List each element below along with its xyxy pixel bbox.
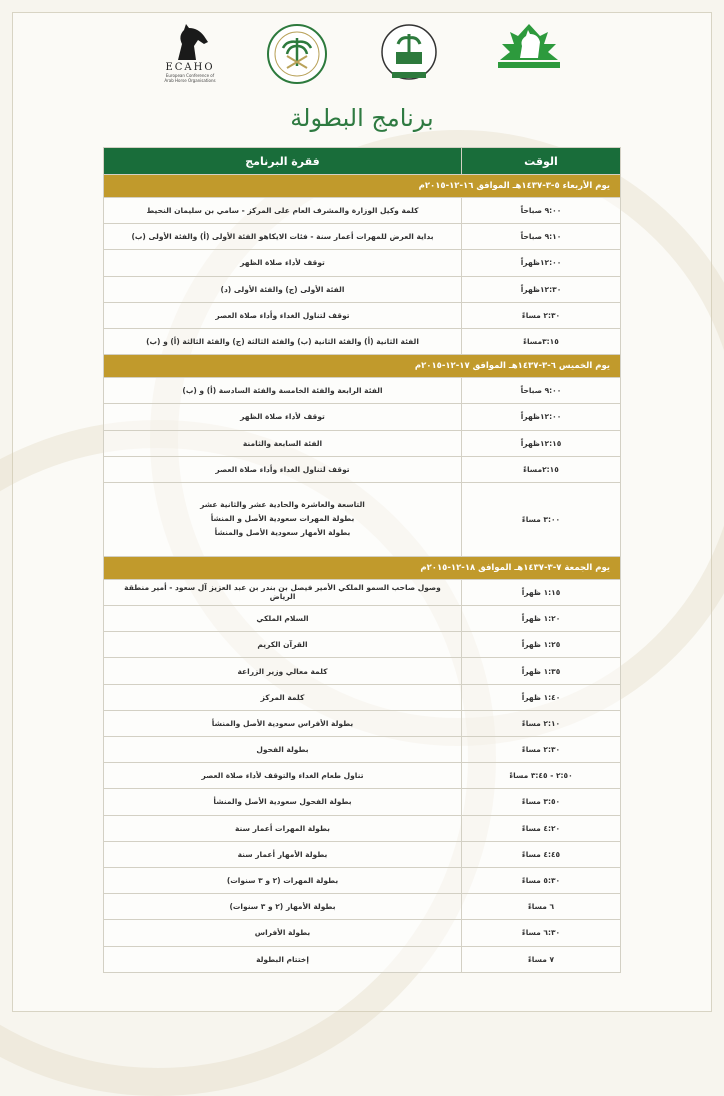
item-cell: بطولة المهرات (٢ و ٣ سنوات) bbox=[104, 867, 462, 893]
table-row bbox=[104, 867, 621, 893]
table-row bbox=[104, 302, 621, 328]
palm-seal-icon bbox=[265, 22, 329, 86]
item-cell: الفئة الرابعة والفئة الخامسة والفئة السادسة (أ) و (ب) bbox=[104, 378, 462, 404]
day-title: يوم الجمعة ٧-٣-١٤٣٧هـ الموافق ١٨-١٢-٢٠١٥م bbox=[104, 556, 621, 579]
item-cell: بطولة الفحول سعودية الأصل والمنشأ bbox=[104, 789, 462, 815]
item-cell: بطولة الأمهار (٢ و ٣ سنوات) bbox=[104, 894, 462, 920]
item-cell: بطولة الأفراس سعودية الأصل والمنشأ bbox=[104, 710, 462, 736]
time-cell: ٢:٣٠ مساءً bbox=[462, 302, 621, 328]
table-row bbox=[104, 710, 621, 736]
time-cell: ٥:٣٠ مساءً bbox=[462, 867, 621, 893]
time-cell: ٦ مساءً bbox=[462, 894, 621, 920]
time-cell: ٢:٣٠ مساءً bbox=[462, 737, 621, 763]
logo-bar bbox=[150, 22, 580, 94]
ministry-seal-logo bbox=[265, 22, 329, 92]
item-cell: الفئة الأولى (ج) والفئة الأولى (د) bbox=[104, 276, 462, 302]
time-cell: ٢:١٠ مساءً bbox=[462, 710, 621, 736]
table-row bbox=[104, 737, 621, 763]
time-cell: ٣:١٥مساءً bbox=[462, 328, 621, 354]
item-cell: توقف لأداء صلاة الظهر bbox=[104, 250, 462, 276]
table-row bbox=[104, 763, 621, 789]
table-row bbox=[104, 198, 621, 224]
time-cell: ٣:٠٠ مساءً bbox=[462, 482, 621, 556]
table-row bbox=[104, 378, 621, 404]
table-row bbox=[104, 632, 621, 658]
item-cell: توقف لأداء صلاة الظهر bbox=[104, 404, 462, 430]
item-line: بطولة المهرات سعودية الأصل و المنشأ bbox=[210, 514, 355, 524]
item-cell: توقف لتناول الغداء وأداء صلاة العصر bbox=[104, 456, 462, 482]
item-cell: تناول طعام الغداء والتوقف لأداء صلاة العصر bbox=[104, 763, 462, 789]
table-row bbox=[104, 276, 621, 302]
time-cell: ٩:٠٠ صباحاً bbox=[462, 378, 621, 404]
time-cell: ٤:٢٠ مساءً bbox=[462, 815, 621, 841]
item-cell: إختتام البطولة bbox=[104, 946, 462, 972]
table-row bbox=[104, 456, 621, 482]
day-header-row bbox=[104, 355, 621, 378]
time-cell: ٢:٥٠ - ٣:٤٥ مساءً bbox=[462, 763, 621, 789]
item-cell: توقف لتناول الغداء وأداء صلاة العصر bbox=[104, 302, 462, 328]
time-cell: ٩:١٠ صباحاً bbox=[462, 224, 621, 250]
time-cell: ٦:٣٠ مساءً bbox=[462, 920, 621, 946]
center-seal-logo bbox=[378, 22, 440, 92]
item-cell: القرآن الكريم bbox=[104, 632, 462, 658]
time-cell: ١٢:٠٠ظهراً bbox=[462, 250, 621, 276]
item-cell: كلمة معالي وزير الزراعة bbox=[104, 658, 462, 684]
item-cell: السلام الملكي bbox=[104, 606, 462, 632]
item-cell: بطولة الأمهار أعمار سنة bbox=[104, 841, 462, 867]
time-cell: ٧ مساءً bbox=[462, 946, 621, 972]
ecaho-logo bbox=[155, 22, 225, 92]
day-title: يوم الأربعاء ٥-٣-١٤٣٧هـ الموافق ١٦-١٢-٢٠١٥م bbox=[104, 175, 621, 198]
time-cell: ١:٣٥ ظهراً bbox=[462, 658, 621, 684]
item-line: التاسعة والعاشرة والحادية عشر والثانية عشر bbox=[200, 500, 365, 510]
item-cell: وصول صاحب السمو الملكي الأمير فيصل بن بندر بن عبد العزيز آل سعود - أمير منطقة الرياض bbox=[104, 579, 462, 605]
table-row bbox=[104, 946, 621, 972]
item-cell: بداية العرض للمهرات أعمار سنة - فئات الايكاهو الفئة الأولى (أ) والفئة الأولى (ب) bbox=[104, 224, 462, 250]
ecaho-subtitle: European Conference of bbox=[165, 73, 215, 78]
table-row bbox=[104, 404, 621, 430]
table-row bbox=[104, 579, 621, 605]
horse-icon bbox=[490, 22, 568, 72]
column-header-item: فقرة البرنامج bbox=[104, 148, 462, 175]
time-cell: ١٢:١٥ظهراً bbox=[462, 430, 621, 456]
page-title: برنامج البطولة bbox=[290, 104, 434, 132]
table-row bbox=[104, 920, 621, 946]
item-cell: كلمة وكيل الوزارة والمشرف العام على المركز - سامي بن سليمان النحيط bbox=[104, 198, 462, 224]
item-cell: بطولة المهرات أعمار سنة bbox=[104, 815, 462, 841]
time-cell: ١:١٥ ظهراً bbox=[462, 579, 621, 605]
item-cell bbox=[104, 482, 462, 556]
program-table bbox=[103, 147, 621, 973]
time-cell: ٣:٥٠ مساءً bbox=[462, 789, 621, 815]
table-row bbox=[104, 841, 621, 867]
time-cell: ١٢:٣٠ظهراً bbox=[462, 276, 621, 302]
table-row bbox=[104, 430, 621, 456]
time-cell: ١:٢٠ ظهراً bbox=[462, 606, 621, 632]
table-row bbox=[104, 815, 621, 841]
day-header-row bbox=[104, 556, 621, 579]
table-row bbox=[104, 606, 621, 632]
table-row bbox=[104, 224, 621, 250]
item-cell: كلمة المركز bbox=[104, 684, 462, 710]
table-row bbox=[104, 658, 621, 684]
item-cell: الفئة السابعة والثامنة bbox=[104, 430, 462, 456]
item-cell: بطولة الفحول bbox=[104, 737, 462, 763]
horse-head-icon bbox=[168, 22, 212, 62]
table-row bbox=[104, 482, 621, 556]
time-cell: ١:٤٠ ظهراً bbox=[462, 684, 621, 710]
time-cell: ١٢:٠٠ظهراً bbox=[462, 404, 621, 430]
table-row bbox=[104, 328, 621, 354]
time-cell: ٤:٤٥ مساءً bbox=[462, 841, 621, 867]
column-header-time: الوقت bbox=[462, 148, 621, 175]
table-header-row bbox=[104, 148, 621, 175]
item-line: بطولة الأمهار سعودية الأصل والمنشأ bbox=[214, 528, 351, 538]
table-row bbox=[104, 789, 621, 815]
ecaho-name: ECAHO bbox=[165, 62, 215, 73]
table-row bbox=[104, 894, 621, 920]
item-cell: الفئة الثانية (أ) والفئة الثانية (ب) والفئة الثالثة (ج) والفئة الثالثة (أ) و (ب) bbox=[104, 328, 462, 354]
time-cell: ٢:١٥مساءً bbox=[462, 456, 621, 482]
horse-center-logo bbox=[490, 22, 568, 92]
time-cell: ٩:٠٠ صباحاً bbox=[462, 198, 621, 224]
day-header-row bbox=[104, 175, 621, 198]
table-row bbox=[104, 250, 621, 276]
palm-emblem-icon bbox=[378, 22, 440, 86]
day-title: يوم الخميس ٦-٣-١٤٣٧هـ الموافق ١٧-١٢-٢٠١٥م bbox=[104, 355, 621, 378]
table-row bbox=[104, 684, 621, 710]
item-cell: بطولة الأفراس bbox=[104, 920, 462, 946]
time-cell: ١:٢٥ ظهراً bbox=[462, 632, 621, 658]
ecaho-subtitle: Arab Horse Organisations bbox=[164, 78, 216, 83]
